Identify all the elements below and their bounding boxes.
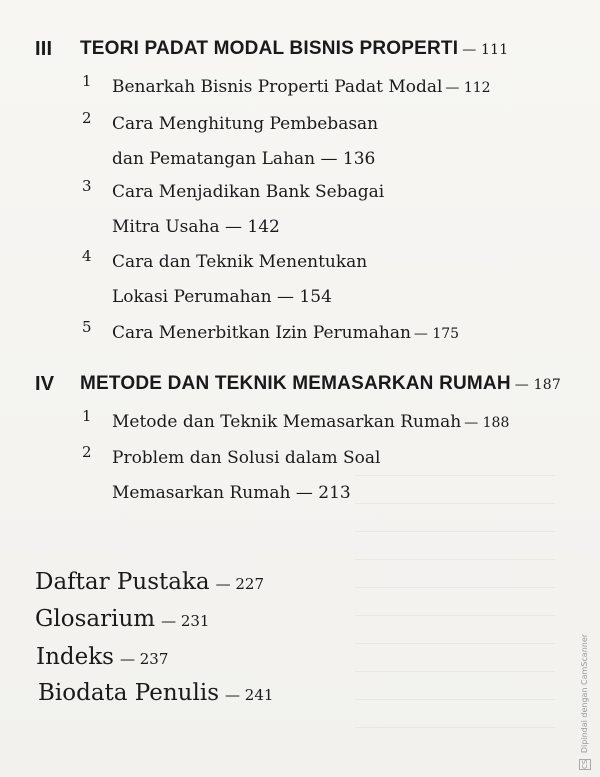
item-title-line-1: Cara Menghitung Pembebasan bbox=[112, 114, 379, 134]
item-number: 3 bbox=[82, 177, 92, 195]
item-title: Cara Menerbitkan Izin Perumahan bbox=[112, 323, 411, 343]
item-number: 2 bbox=[82, 109, 92, 127]
item-title-line-2: dan Pematangan Lahan — 136 bbox=[112, 149, 376, 169]
item-title: Benarkah Bisnis Properti Padat Modal bbox=[112, 77, 443, 97]
item-number: 4 bbox=[82, 247, 92, 265]
item-page: — 112 bbox=[445, 80, 491, 96]
scanner-watermark bbox=[579, 633, 593, 770]
back-matter-daftar-pustaka bbox=[35, 569, 264, 595]
back-matter-page: — 237 bbox=[119, 650, 169, 668]
back-matter-glosarium bbox=[35, 606, 209, 632]
item-title-line-1: Cara Menjadikan Bank Sebagai bbox=[112, 182, 385, 202]
item-title: Metode dan Teknik Memasarkan Rumah bbox=[112, 412, 462, 432]
chapter-number: III bbox=[35, 38, 53, 60]
item-title-line-1: Problem dan Solusi dalam Soal bbox=[112, 448, 381, 468]
back-matter-title: Glosarium bbox=[35, 606, 156, 632]
bleed-through-text bbox=[355, 455, 555, 755]
back-matter-biodata-penulis bbox=[38, 680, 273, 706]
chapter-page: — 187 bbox=[514, 377, 561, 393]
back-matter-page: — 241 bbox=[225, 686, 274, 704]
item-page: — 175 bbox=[413, 326, 460, 342]
chapter-number: IV bbox=[35, 373, 55, 395]
chapter-title: METODE DAN TEKNIK MEMASARKAN RUMAH bbox=[80, 373, 511, 394]
item-number: 1 bbox=[82, 407, 92, 425]
back-matter-indeks bbox=[36, 644, 168, 670]
item-title-line-2: Mitra Usaha — 142 bbox=[112, 217, 280, 237]
item-number: 2 bbox=[82, 443, 92, 461]
item-number: 1 bbox=[82, 72, 92, 90]
back-matter-page: — 227 bbox=[215, 575, 265, 593]
item-number: 5 bbox=[82, 318, 92, 336]
back-matter-title: Indeks bbox=[36, 644, 114, 670]
item-title-line-1: Cara dan Teknik Menentukan bbox=[112, 252, 368, 272]
item-title-line-2: Memasarkan Rumah — 213 bbox=[112, 483, 351, 503]
back-matter-title: Biodata Penulis bbox=[38, 680, 220, 706]
camscanner-logo-icon: CS bbox=[581, 759, 589, 769]
chapter-page: — 111 bbox=[462, 42, 509, 58]
chapter-title: TEORI PADAT MODAL BISNIS PROPERTI bbox=[80, 38, 459, 59]
item-title-line-2: Lokasi Perumahan — 154 bbox=[112, 287, 332, 307]
back-matter-title: Daftar Pustaka bbox=[35, 569, 210, 595]
back-matter-page: — 231 bbox=[161, 612, 210, 630]
watermark-text: Dipindai dengan CamScanner bbox=[580, 633, 589, 754]
item-page: — 188 bbox=[464, 415, 510, 431]
